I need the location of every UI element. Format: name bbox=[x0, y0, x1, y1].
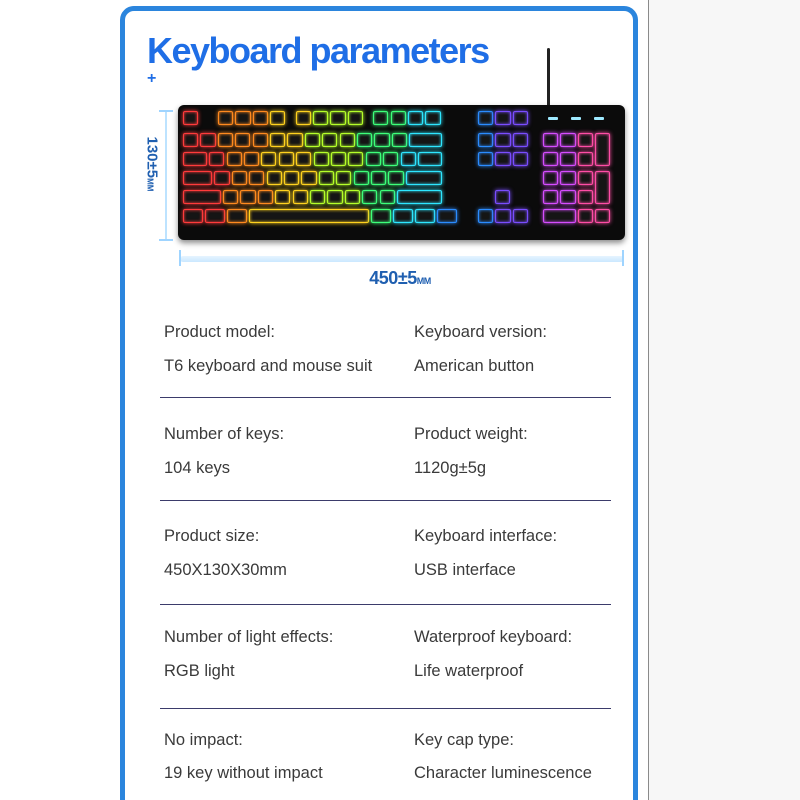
keycap bbox=[478, 111, 493, 125]
spec-value: American button bbox=[414, 357, 535, 375]
spec-divider bbox=[160, 397, 611, 398]
keycap bbox=[218, 111, 233, 125]
keycap bbox=[314, 152, 329, 166]
spec-value: 104 keys bbox=[164, 459, 231, 477]
keycap bbox=[409, 133, 442, 147]
keycap bbox=[319, 171, 334, 185]
side-margin bbox=[648, 0, 800, 800]
keycap bbox=[392, 133, 407, 147]
keycap bbox=[495, 111, 510, 125]
spec-value: 1120g±5g bbox=[414, 459, 487, 477]
keycap bbox=[371, 209, 391, 223]
keycap bbox=[267, 171, 282, 185]
keycap bbox=[331, 152, 346, 166]
keycap bbox=[543, 209, 576, 223]
keycap bbox=[253, 111, 268, 125]
keycap bbox=[578, 190, 593, 204]
keycap bbox=[513, 152, 528, 166]
keycap bbox=[560, 190, 575, 204]
keycap bbox=[275, 190, 290, 204]
height-dimension-cap-top bbox=[159, 110, 173, 112]
keycap bbox=[345, 190, 360, 204]
keycap bbox=[393, 209, 413, 223]
keycap bbox=[270, 111, 285, 125]
keycap bbox=[560, 152, 575, 166]
keycap bbox=[380, 190, 395, 204]
keycap bbox=[388, 171, 403, 185]
keycap bbox=[214, 171, 229, 185]
keycap bbox=[543, 133, 558, 147]
spec-label: Keyboard interface: bbox=[414, 527, 558, 545]
keycap bbox=[418, 152, 442, 166]
keyboard-cable bbox=[547, 48, 550, 110]
keycap bbox=[218, 133, 233, 147]
keycap bbox=[200, 133, 215, 147]
keycap bbox=[578, 171, 593, 185]
keycap bbox=[362, 190, 377, 204]
keycap bbox=[258, 190, 273, 204]
keycap bbox=[235, 133, 250, 147]
keycap bbox=[249, 209, 369, 223]
keycap bbox=[495, 209, 510, 223]
keycap bbox=[287, 133, 302, 147]
keycap bbox=[437, 209, 457, 223]
keycap bbox=[261, 152, 276, 166]
indicator-led bbox=[571, 117, 581, 120]
keycap bbox=[374, 133, 389, 147]
spec-value: T6 keyboard and mouse suit bbox=[164, 357, 373, 375]
keycap bbox=[391, 111, 406, 125]
keycap bbox=[240, 190, 255, 204]
indicator-led bbox=[594, 117, 604, 120]
keycap bbox=[205, 209, 225, 223]
height-dimension-line bbox=[165, 110, 167, 240]
spec-divider bbox=[160, 604, 611, 605]
spec-label: Waterproof keyboard: bbox=[414, 628, 573, 646]
keycap bbox=[227, 152, 242, 166]
width-dimension-cap-right bbox=[622, 250, 624, 266]
keycap bbox=[183, 190, 221, 204]
spec-divider bbox=[160, 708, 611, 709]
width-dimension-line bbox=[180, 256, 624, 262]
spec-value: 19 key without impact bbox=[164, 764, 323, 782]
keycap bbox=[340, 133, 355, 147]
keycap bbox=[595, 171, 610, 204]
keycap bbox=[322, 133, 337, 147]
spec-label: Keyboard version: bbox=[414, 323, 547, 341]
keycap bbox=[296, 152, 311, 166]
keycap bbox=[279, 152, 294, 166]
keycap bbox=[183, 152, 207, 166]
keycap bbox=[383, 152, 398, 166]
keycap bbox=[478, 152, 493, 166]
spec-value: Life waterproof bbox=[414, 662, 524, 680]
keycap bbox=[513, 209, 528, 223]
keycap bbox=[357, 133, 372, 147]
keycap bbox=[348, 152, 363, 166]
keycap bbox=[543, 171, 558, 185]
keycap bbox=[249, 171, 264, 185]
spec-value: Character luminescence bbox=[414, 764, 592, 782]
keycap bbox=[183, 111, 198, 125]
keycap bbox=[235, 111, 250, 125]
keycap bbox=[232, 171, 247, 185]
keycap bbox=[401, 152, 416, 166]
keycap bbox=[406, 171, 442, 185]
indicator-led bbox=[548, 117, 558, 120]
spec-value: USB interface bbox=[414, 561, 516, 579]
keycap bbox=[495, 190, 510, 204]
keycap bbox=[183, 133, 198, 147]
spec-label: Number of light effects: bbox=[164, 628, 334, 646]
keycap bbox=[227, 209, 247, 223]
keycap bbox=[366, 152, 381, 166]
keycap bbox=[415, 209, 435, 223]
keycap bbox=[408, 111, 423, 125]
page-title: Keyboard parameters bbox=[147, 30, 489, 71]
keycap bbox=[578, 209, 593, 223]
keycap bbox=[513, 133, 528, 147]
keycap bbox=[313, 111, 328, 125]
keycap bbox=[397, 190, 442, 204]
keycap bbox=[595, 209, 610, 223]
keycap bbox=[560, 133, 575, 147]
keycap bbox=[348, 111, 363, 125]
keycap bbox=[543, 152, 558, 166]
width-dimension-cap-left bbox=[179, 250, 181, 266]
keycap bbox=[296, 111, 311, 125]
keycap bbox=[209, 152, 224, 166]
keycap bbox=[354, 171, 369, 185]
keycap bbox=[327, 190, 342, 204]
keycap bbox=[595, 133, 610, 166]
spec-value: 450X130X30mm bbox=[164, 561, 287, 579]
spec-label: Product model: bbox=[164, 323, 275, 341]
spec-divider bbox=[160, 500, 611, 501]
spec-label: Number of keys: bbox=[164, 425, 285, 443]
height-dimension-cap-bottom bbox=[159, 239, 173, 241]
keycap bbox=[543, 190, 558, 204]
keycap bbox=[310, 190, 325, 204]
keycap bbox=[183, 171, 212, 185]
keycap bbox=[270, 133, 285, 147]
keycap bbox=[513, 111, 528, 125]
keycap bbox=[293, 190, 308, 204]
spec-label: Key cap type: bbox=[414, 731, 514, 749]
keycap bbox=[284, 171, 299, 185]
keycap bbox=[578, 152, 593, 166]
plus-mark: + bbox=[147, 70, 157, 87]
height-dimension-label: 130±5MM bbox=[143, 136, 161, 192]
keycap bbox=[301, 171, 316, 185]
keycap bbox=[244, 152, 259, 166]
keycap bbox=[253, 133, 268, 147]
keycap bbox=[371, 171, 386, 185]
keycap bbox=[373, 111, 388, 125]
keycap bbox=[223, 190, 238, 204]
spec-label: Product weight: bbox=[414, 425, 528, 443]
spec-label: Product size: bbox=[164, 527, 260, 545]
keycap bbox=[495, 133, 510, 147]
spec-label: No impact: bbox=[164, 731, 243, 749]
keycap bbox=[478, 209, 493, 223]
keycap bbox=[305, 133, 320, 147]
keycap bbox=[578, 133, 593, 147]
keycap bbox=[495, 152, 510, 166]
width-dimension-label: 450±5MM bbox=[369, 268, 431, 288]
keycap bbox=[183, 209, 203, 223]
keyboard-image bbox=[178, 105, 625, 240]
keycap bbox=[330, 111, 345, 125]
keycap bbox=[560, 171, 575, 185]
keycap bbox=[336, 171, 351, 185]
spec-value: RGB light bbox=[164, 662, 235, 680]
keycap bbox=[478, 133, 493, 147]
keycap bbox=[425, 111, 440, 125]
